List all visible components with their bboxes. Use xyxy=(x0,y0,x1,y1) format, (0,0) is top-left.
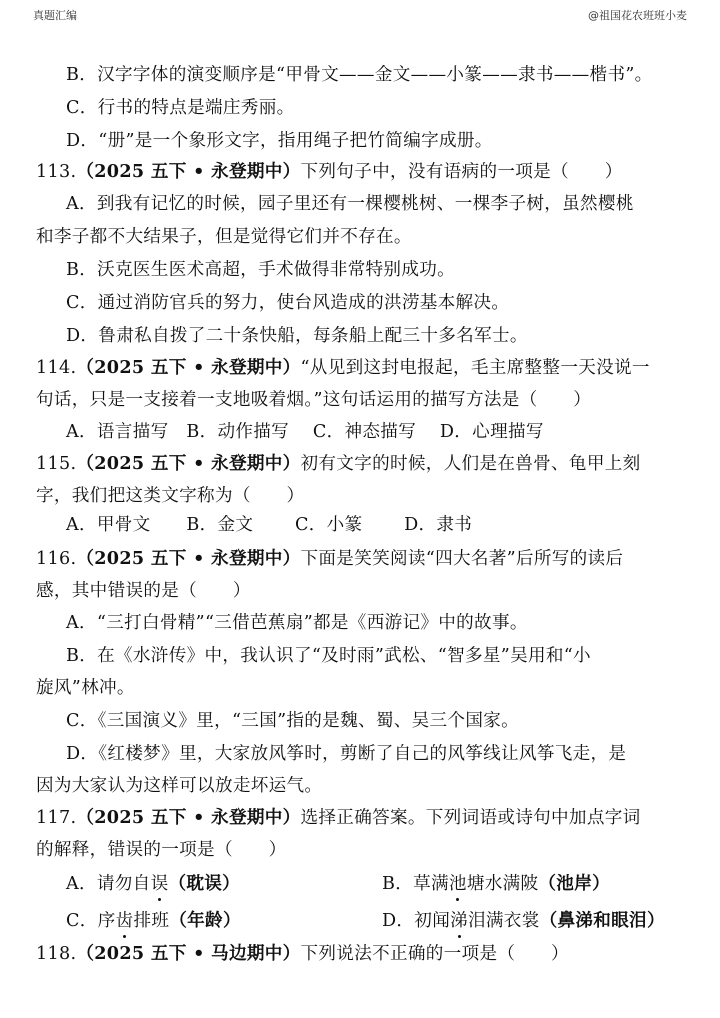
q113-option-c: C．通过消防官兵的努力，使台风造成的洪涝基本解决。 xyxy=(66,293,510,313)
q113-option-a-line1: A．到我有记忆的时候，园子里还有一棵樱桃树、一棵李子树，虽然樱桃 xyxy=(66,194,634,214)
q116-source: （2025 五下 • 永登期中） xyxy=(76,548,301,569)
q114-options: A．语言描写 B．动作描写 C．神态描写 D．心理描写 xyxy=(66,422,544,442)
q117-text: 选择正确答案。下列词语或诗句中加点字词 xyxy=(300,808,641,828)
q116-option-d-line1: D．《红楼梦》里，大家放风筝时，剪断了自己的风筝线让风筝飞走，是 xyxy=(66,744,627,764)
q116-option-d-line2: 因为大家认为这样可以放走坏运气。 xyxy=(36,776,323,796)
q115-stem-line2: 字，我们把这类文字称为（ ） xyxy=(36,486,305,506)
header-right-text: @祖国花农班班小麦 xyxy=(588,9,687,22)
q117-option-d-text-tail: 泪满衣裳 xyxy=(468,911,540,931)
q113-source: （2025 五下 • 永登期中） xyxy=(76,161,301,182)
q114-text: “从见到这封电报起，毛主席整整一天没说一 xyxy=(300,358,650,378)
q115-number: 115. xyxy=(36,454,77,474)
q117-stem-line2: 的解释，错误的一项是（ ） xyxy=(36,840,287,860)
q117-option-b xyxy=(382,872,610,896)
q117-option-d-dotted-char: 涕 xyxy=(450,911,468,931)
q117-option-b-dotted-char: 池 xyxy=(448,874,467,894)
q113-option-b: B．沃克医生医术高超，手术做得非常特别成功。 xyxy=(66,260,455,280)
q115-source: （2025 五下 • 永登期中） xyxy=(76,453,301,474)
q117-option-b-text-tail: 塘水满陂 xyxy=(466,874,539,894)
q115-text: 初有文字的时候，人们是在兽骨、龟甲上刻 xyxy=(300,454,641,474)
q112-option-b: B．汉字字体的演变顺序是“甲骨文——金文——小篆——隶书——楷书”。 xyxy=(66,65,653,85)
q117-option-c-text-tail: 排班 xyxy=(133,911,170,931)
q114-source: （2025 五下 • 永登期中） xyxy=(76,357,301,378)
q116-stem-line2: 感，其中错误的是（ ） xyxy=(36,581,251,601)
q113-option-a-line2: 和李子都不大结果子，但是觉得它们并不存在。 xyxy=(36,227,412,247)
q116-stem-line1 xyxy=(36,547,623,571)
q117-number: 117. xyxy=(36,808,77,828)
header-left-text: 真题汇编 xyxy=(33,9,77,22)
q117-option-c xyxy=(66,909,241,933)
q118-stem xyxy=(36,942,569,966)
q114-stem-line2: 句话，只是一支接着一支地吸着烟。”这句话运用的描写方法是（ ） xyxy=(36,390,592,410)
q116-option-b-line2: 旋风”林冲。 xyxy=(36,678,135,698)
q116-number: 116. xyxy=(36,549,77,569)
q116-text: 下面是笑笑阅读“四大名著”后所写的读后 xyxy=(300,549,624,569)
q117-option-c-text: C．序 xyxy=(66,911,116,931)
q116-option-a: A．“三打白骨精”“三借芭蕉扇”都是《西游记》中的故事。 xyxy=(66,613,528,633)
q117-stem-line1 xyxy=(36,806,641,830)
q117-option-a-answer: （耽误） xyxy=(168,873,241,894)
q113-text: 下列句子中，没有语病的一项是（ ） xyxy=(300,162,623,182)
q117-option-d-text: D．初闻 xyxy=(382,911,451,931)
q117-source: （2025 五下 • 永登期中） xyxy=(76,807,301,828)
q117-option-a-dotted-char: 误 xyxy=(150,874,169,894)
q115-options: A．甲骨文 B．金文 C．小篆 D．隶书 xyxy=(66,515,473,535)
q118-number: 118. xyxy=(36,944,77,964)
q113-number: 113. xyxy=(36,162,77,182)
q114-number: 114. xyxy=(36,358,77,378)
q112-option-c: C．行书的特点是端庄秀丽。 xyxy=(66,98,295,118)
q117-option-b-answer: （池岸） xyxy=(538,873,610,894)
q117-option-a-text: A．请勿自 xyxy=(66,874,151,894)
q116-option-b-line1: B．在《水浒传》中，我认识了“及时雨”武松、“智多星”吴用和“小 xyxy=(66,646,591,666)
q117-option-c-dotted-char: 齿 xyxy=(115,911,134,931)
q117-option-d-answer: （鼻涕和眼泪） xyxy=(539,910,665,931)
q118-source: （2025 五下 • 马边期中） xyxy=(76,943,301,964)
q116-option-c: C．《三国演义》里，“三国”指的是魏、蜀、吴三个国家。 xyxy=(66,711,520,731)
q118-text: 下列说法不正确的一项是（ ） xyxy=(300,944,569,964)
q117-option-c-answer: （年龄） xyxy=(169,910,241,931)
q117-option-d xyxy=(382,909,665,933)
q113-option-d: D．鲁肃私自拨了二十条快船，每条船上配三十多名军士。 xyxy=(66,326,528,346)
q113-stem xyxy=(36,160,623,184)
q117-option-a xyxy=(66,872,240,896)
q115-stem-line1 xyxy=(36,452,641,476)
q114-stem-line1 xyxy=(36,356,650,380)
q112-option-d: D．“册”是一个象形文字，指用绳子把竹简编字成册。 xyxy=(66,131,493,151)
q117-option-b-text: B．草满 xyxy=(382,874,449,894)
